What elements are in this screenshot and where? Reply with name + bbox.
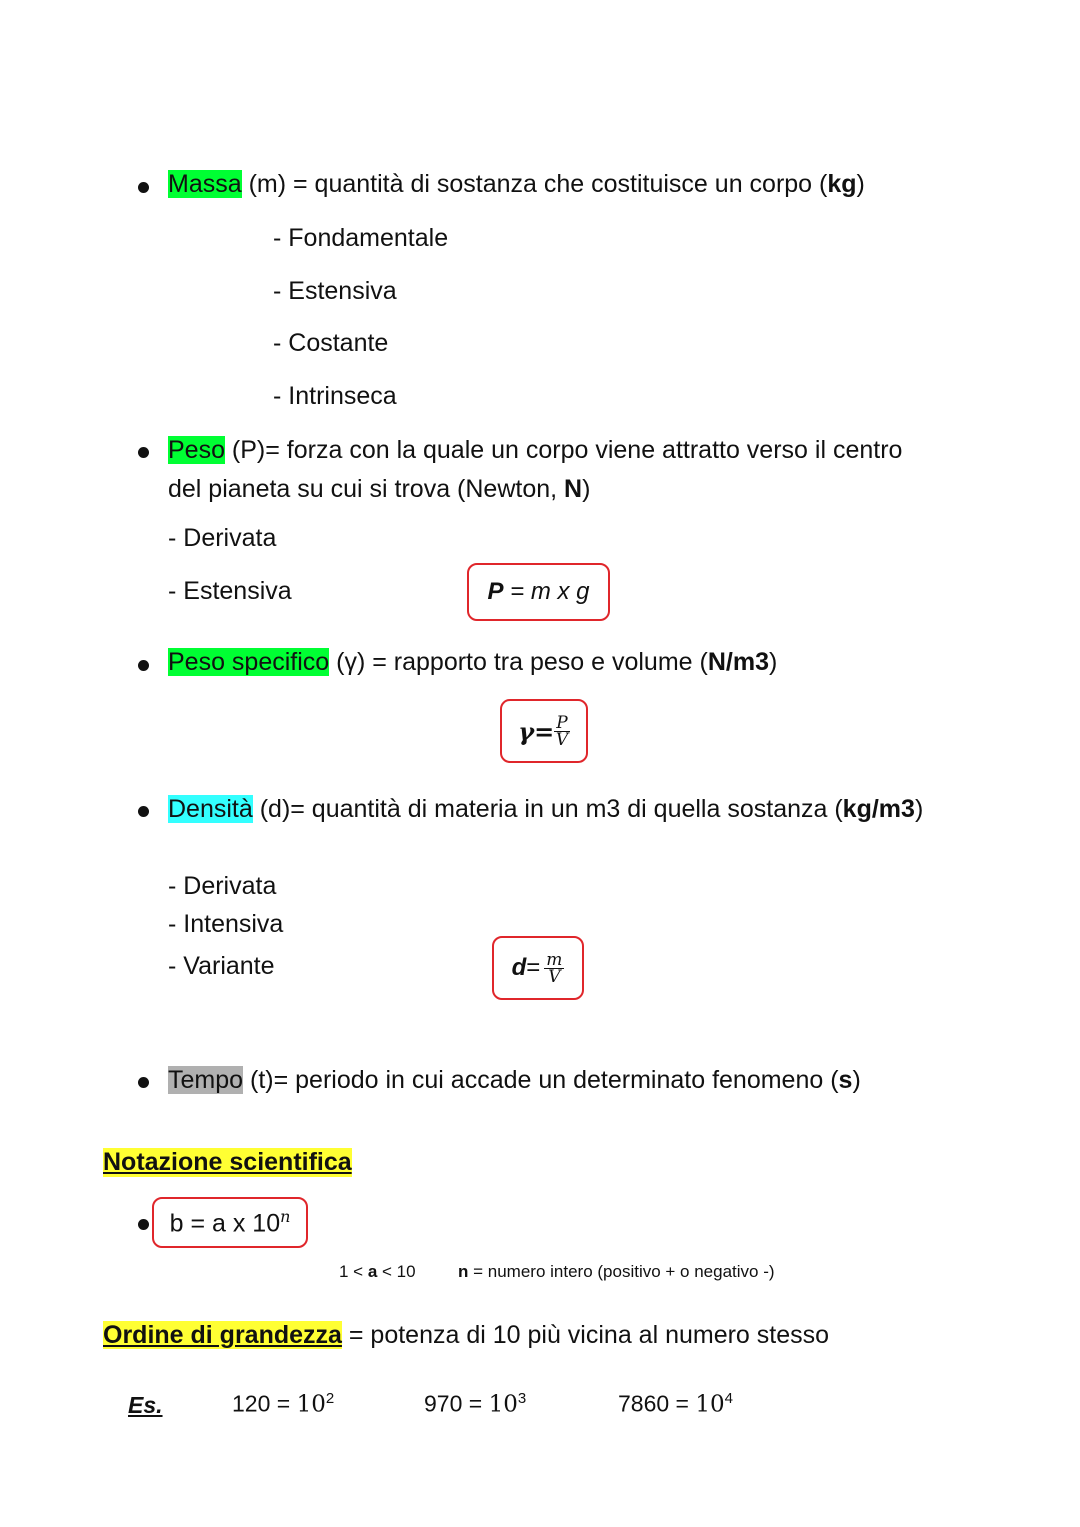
peso-line-2 — [168, 475, 590, 504]
massa-definition: (m) = quantità di sostanza che costituisce un corpo ( — [241, 170, 828, 198]
densita-close: ) — [914, 795, 924, 823]
densita-prop-3: - Variante — [168, 952, 275, 980]
peso-formula-box — [467, 563, 610, 621]
peso-prop-1: - Derivata — [168, 524, 277, 552]
example-2-lhs: 970 = — [424, 1390, 489, 1417]
tempo-term: Tempo — [168, 1066, 244, 1094]
example-1 — [232, 1390, 334, 1418]
notazione-formula-exp: n — [280, 1206, 291, 1226]
peso-specifico-term: Peso specifico — [168, 648, 330, 676]
example-3-lhs: 7860 = — [618, 1390, 696, 1417]
example-3-exp: 4 — [724, 1390, 734, 1407]
example-3-base: 10 — [695, 1391, 725, 1418]
peso-specifico-definition: (γ) = rapporto tra peso e volume ( — [329, 648, 708, 676]
peso-specifico-line — [168, 648, 777, 677]
tempo-close: ) — [852, 1066, 861, 1094]
peso-formula-rhs: = m x g — [503, 578, 590, 605]
tempo-line — [168, 1066, 861, 1095]
densita-num: m — [546, 949, 563, 970]
notazione-cond-n — [458, 1262, 775, 1282]
bullet-peso-specifico — [138, 660, 149, 671]
peso-specifico-close: ) — [768, 648, 778, 676]
densita-unit: kg/m3 — [842, 795, 915, 823]
ordine-heading: Ordine di grandezza — [103, 1321, 342, 1349]
densita-definition: (d)= quantità di materia in un m3 di quella sostanza ( — [252, 795, 843, 823]
peso-specifico-formula-lhs: γ= — [518, 716, 555, 746]
massa-prop-4: - Intrinseca — [273, 382, 397, 410]
cond-n-text: = numero intero (positivo + o negativo -) — [468, 1262, 775, 1281]
cond-a-var: a — [367, 1262, 378, 1281]
example-2-exp: 3 — [517, 1390, 527, 1407]
peso-term: Peso — [168, 436, 225, 464]
peso-specifico-den: V — [555, 729, 569, 750]
massa-prop-2: - Estensiva — [273, 277, 397, 305]
notazione-heading: Notazione scientifica — [103, 1148, 352, 1176]
densita-term: Densità — [168, 795, 253, 823]
massa-close: ) — [856, 170, 865, 198]
cond-n-var: n — [458, 1262, 469, 1281]
densita-prop-2: - Intensiva — [168, 910, 284, 938]
bullet-tempo — [138, 1077, 149, 1088]
peso-definition-1: (P)= forza con la quale un corpo viene attratto verso il centro — [224, 436, 903, 464]
bullet-notazione — [138, 1219, 149, 1230]
densita-prop-1: - Derivata — [168, 872, 277, 900]
bullet-peso — [138, 447, 149, 458]
cond-a-post: < 10 — [377, 1262, 416, 1281]
densita-line — [168, 795, 923, 824]
peso-specifico-formula-box — [500, 699, 588, 763]
example-1-lhs: 120 = — [232, 1390, 297, 1417]
densita-fraction — [544, 949, 564, 987]
ordine-definition: = potenza di 10 più vicina al numero stesso — [341, 1321, 830, 1349]
massa-line — [168, 170, 865, 199]
tempo-unit: s — [838, 1066, 853, 1094]
peso-prop-2: - Estensiva — [168, 577, 292, 605]
bullet-densita — [138, 806, 149, 817]
example-1-base: 10 — [296, 1391, 326, 1418]
tempo-definition: (t)= periodo in cui accade un determinato fenomeno ( — [243, 1066, 839, 1094]
densita-formula-eq: = — [526, 954, 541, 981]
peso-formula-lhs: P — [487, 578, 504, 605]
peso-specifico-unit: N/m3 — [707, 648, 769, 676]
example-3 — [618, 1390, 733, 1418]
peso-unit: N — [564, 475, 583, 503]
notazione-formula-box — [152, 1197, 308, 1248]
peso-specifico-fraction — [554, 712, 569, 750]
notazione-cond-a — [339, 1262, 416, 1282]
example-2-base: 10 — [488, 1391, 518, 1418]
peso-specifico-num: P — [556, 712, 568, 733]
notazione-formula-base: b = a x 10 — [169, 1209, 281, 1238]
densita-formula-lhs: d — [511, 954, 527, 981]
example-1-exp: 2 — [325, 1390, 335, 1407]
ordine-line — [103, 1321, 829, 1350]
massa-term: Massa — [168, 170, 242, 198]
cond-a-pre: 1 < — [339, 1262, 368, 1281]
densita-den: V — [548, 966, 561, 987]
densita-formula-box — [492, 936, 584, 1000]
example-2 — [424, 1390, 526, 1418]
example-label: Es. — [128, 1392, 163, 1418]
peso-definition-2: del pianeta su cui si trova (Newton, — [168, 475, 565, 503]
bullet-massa — [138, 182, 149, 193]
massa-prop-1: - Fondamentale — [273, 224, 449, 252]
peso-close: ) — [582, 475, 591, 503]
peso-line-1 — [168, 436, 902, 465]
massa-prop-3: - Costante — [273, 329, 389, 357]
massa-unit: kg — [827, 170, 857, 198]
